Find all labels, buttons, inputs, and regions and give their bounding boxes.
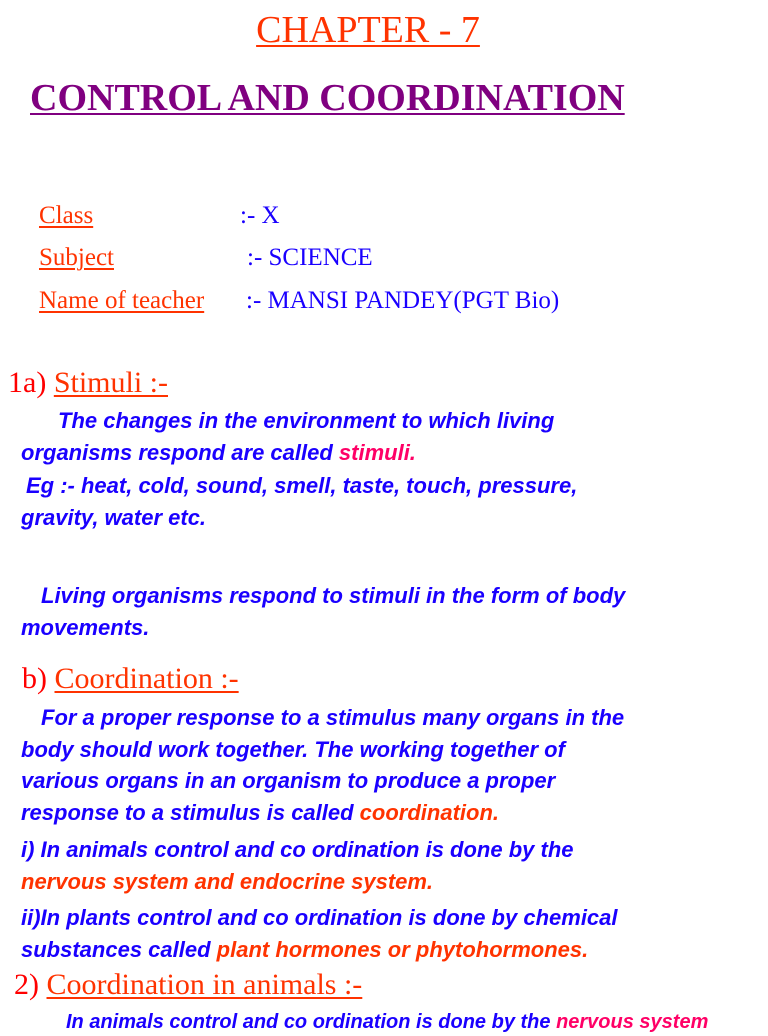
page-title: CONTROL AND COORDINATION — [30, 77, 625, 119]
section-2-heading — [14, 968, 362, 1002]
section-2-title: Coordination in animals :- — [46, 968, 363, 1001]
section-1a-title: Stimuli :- — [53, 366, 168, 399]
plants-point-line-2: substances called plant hormones or phytohormones. — [21, 937, 589, 962]
section-b-number: b) — [22, 662, 47, 695]
subject-label: Subject — [39, 244, 114, 271]
stimuli-line-2: organisms respond are called stimuli. — [21, 440, 416, 465]
coordination-term: coordination. — [359, 800, 499, 825]
animals-point-line-1: i) In animals control and co ordination is done by the — [21, 837, 574, 862]
coord-line-2: body should work together. The working together of — [21, 737, 565, 762]
chapter-title: CHAPTER - 7 — [256, 9, 480, 51]
class-label: Class — [39, 202, 94, 229]
stimuli-line-5: Living organisms respond to stimuli in the form of body — [41, 583, 626, 608]
stimuli-line-6: movements. — [21, 615, 150, 640]
plants-point-line-1: ii)In plants control and co ordination is done by chemical — [21, 905, 618, 930]
coord-line-3: various organs in an organism to produce a proper — [21, 768, 556, 793]
phytohormones-term: plant hormones or phytohormones. — [216, 937, 589, 962]
animals-point-line-2: nervous system and endocrine system. — [21, 869, 434, 894]
stimuli-line-3: Eg :- heat, cold, sound, smell, taste, touch, pressure, — [26, 473, 578, 498]
coord-line-1: For a proper response to a stimulus many organs in the — [41, 705, 625, 730]
section-1a-heading — [8, 366, 168, 400]
teacher-value: :- MANSI PANDEY(PGT Bio) — [246, 287, 560, 314]
class-value: :- X — [240, 202, 280, 229]
stimuli-line-1: The changes in the environment to which living — [58, 408, 555, 433]
nervous-system-term: nervous system — [556, 1011, 709, 1033]
section-b-title: Coordination :- — [54, 662, 239, 695]
animals-coord-line-1: In animals control and co ordination is done by the nervous system — [66, 1011, 709, 1033]
section-b-heading — [22, 662, 239, 696]
subject-value: :- SCIENCE — [247, 244, 373, 271]
stimuli-term: stimuli. — [338, 440, 416, 465]
coord-line-4: response to a stimulus is called coordination. — [21, 800, 499, 825]
section-1a-number: 1a) — [8, 366, 47, 399]
teacher-label: Name of teacher — [39, 287, 205, 314]
section-2-number: 2) — [14, 968, 39, 1001]
stimuli-line-4: gravity, water etc. — [21, 505, 207, 530]
